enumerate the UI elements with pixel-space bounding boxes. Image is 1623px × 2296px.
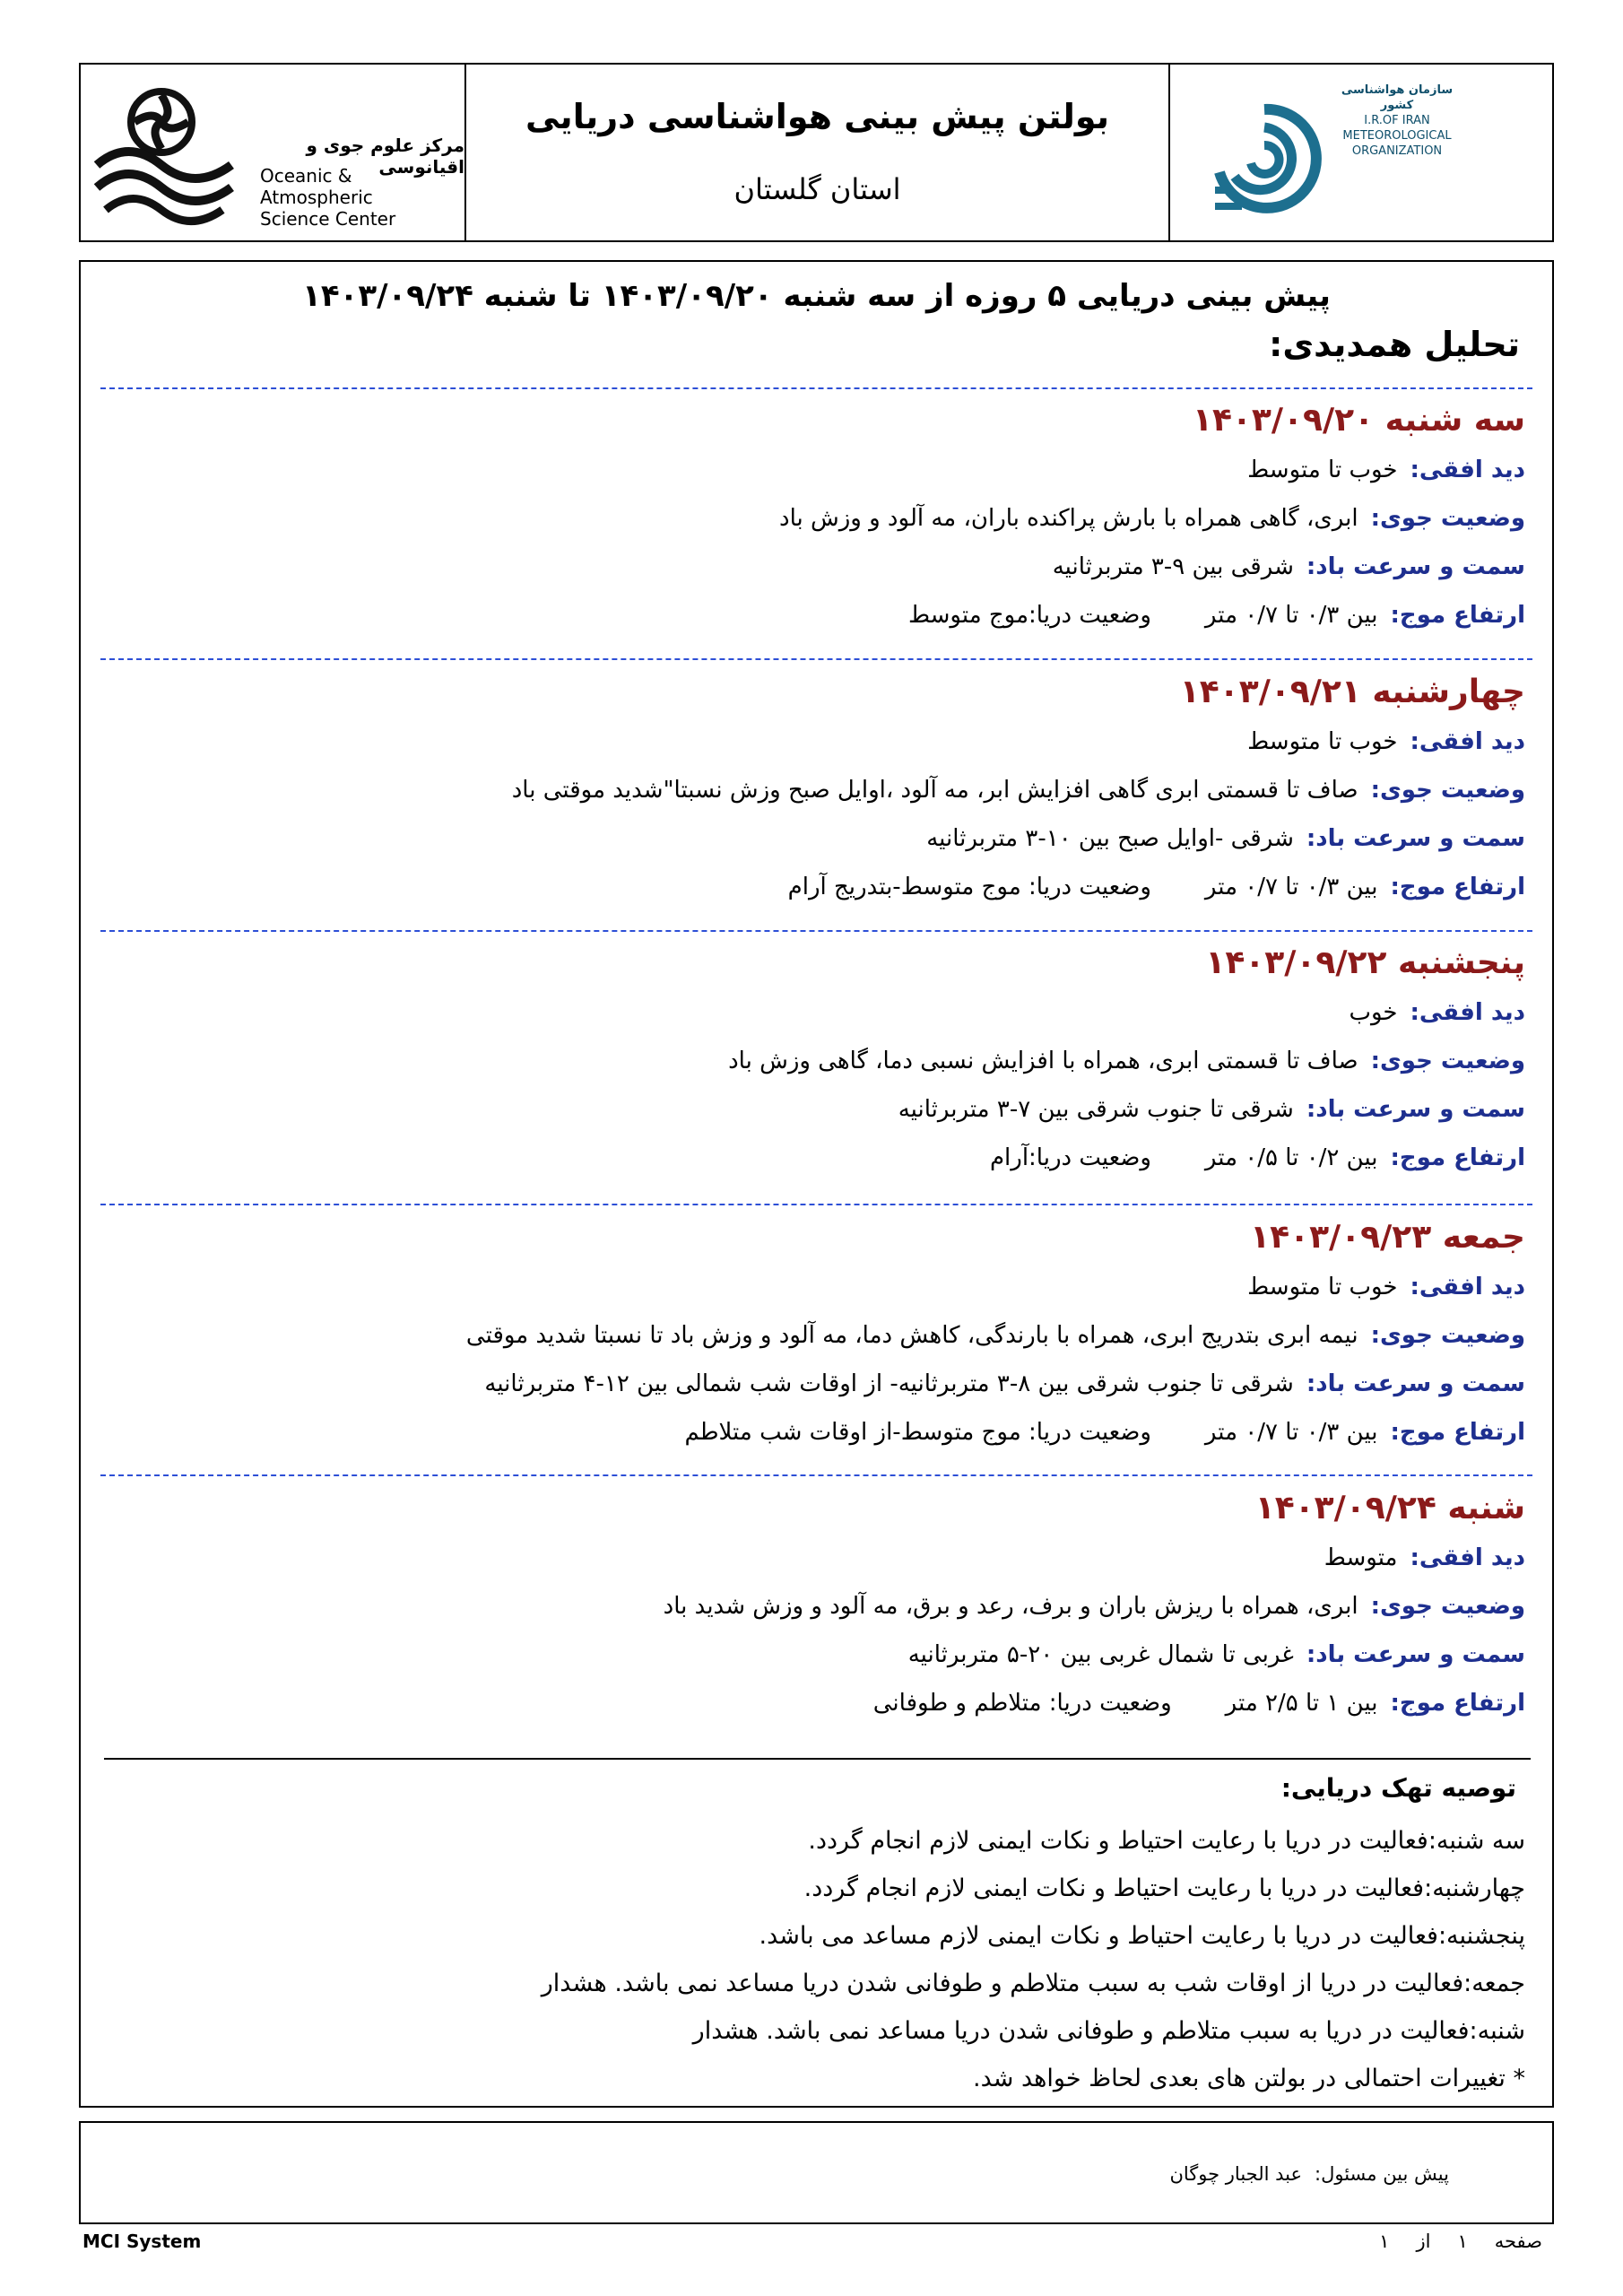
- wind-row: [108, 553, 1525, 580]
- day-title: پنجشنبه ۱۴۰۳/۰۹/۲۲: [1205, 944, 1525, 981]
- weather-label: وضعیت جوی:: [1370, 1593, 1525, 1620]
- wind-value: شرقی تا جنوب شرقی بین ۸-۳ متربرثانیه- از اوقات شب شمالی بین ۱۲-۴ متربرثانیه: [484, 1370, 1294, 1397]
- visibility-row: [108, 1274, 1525, 1300]
- imo-line3: ORGANIZATION: [1351, 144, 1443, 158]
- wave-value: بین ۱ تا ۲/۵ متر: [1225, 1690, 1378, 1717]
- bulletin-title: بولتن پیش بینی هواشناسی دریایی: [525, 97, 1109, 136]
- weather-value: نیمه ابری بتدریج ابری، همراه با بارندگی، کاهش دما، مه آلود و وزش باد تا نسبتا شدید موقتی: [465, 1322, 1358, 1349]
- forecaster-name: عبد الجبار چوگان: [1169, 2163, 1303, 2185]
- wave-row: [108, 1690, 1525, 1717]
- oasc-name-en-line2: Science Center: [260, 208, 396, 230]
- weather-label: وضعیت جوی:: [1370, 1048, 1525, 1074]
- advisory-line: جمعه:فعالیت در دریا از اوقات شب به سبب متلاطم و طوفانی شدن دریا مساعد نمی باشد. هشدار: [541, 1970, 1525, 1997]
- wave-label: ارتفاع موج:: [1390, 874, 1525, 900]
- page-total: ۱: [1379, 2231, 1390, 2252]
- header-title-cell: [466, 65, 1170, 240]
- header-box: [79, 63, 1554, 242]
- advisory-title: توصیه تهک دریایی:: [1280, 1773, 1516, 1803]
- advisory-block: [108, 1773, 1525, 2113]
- weather-row: [108, 1322, 1525, 1349]
- visibility-label: دید افقی:: [1410, 728, 1525, 755]
- imo-name-fa: سازمان هواشناسی کشور: [1341, 83, 1454, 112]
- footer-box: [79, 2121, 1554, 2224]
- weather-row: [108, 777, 1525, 804]
- wind-label: سمت و سرعت باد:: [1306, 553, 1525, 580]
- wind-label: سمت و سرعت باد:: [1306, 1096, 1525, 1123]
- wind-label: سمت و سرعت باد:: [1306, 1641, 1525, 1668]
- day-title: جمعه ۱۴۰۳/۰۹/۲۳: [1250, 1219, 1525, 1256]
- separator: [100, 1474, 1532, 1476]
- visibility-value: متوسط: [1324, 1544, 1398, 1571]
- advisory-line: چهارشنبه:فعالیت در دریا با رعایت احتیاط و نکات ایمنی لازم انجام گردد.: [803, 1874, 1525, 1902]
- wave-label: ارتفاع موج:: [1390, 1144, 1525, 1171]
- visibility-label: دید افقی:: [1410, 1544, 1525, 1571]
- wave-label: ارتفاع موج:: [1390, 602, 1525, 629]
- weather-value: ابری، گاهی همراه با بارش پراکنده باران، مه آلود و وزش باد: [779, 505, 1358, 532]
- separator: [100, 930, 1532, 932]
- wave-value: بین ۰/۳ تا ۰/۷ متر: [1204, 602, 1378, 629]
- wind-value: غربی تا شمال غربی بین ۲۰-۵ متربرثانیه: [907, 1641, 1294, 1668]
- weather-label: وضعیت جوی:: [1370, 777, 1525, 804]
- forecaster-label: پیش بین مسئول:: [1315, 2163, 1449, 2185]
- visibility-row: [108, 728, 1525, 755]
- visibility-label: دید افقی:: [1410, 1274, 1525, 1300]
- page-current: ۱: [1457, 2231, 1468, 2252]
- wind-row: [108, 1641, 1525, 1668]
- wave-value: بین ۰/۳ تا ۰/۷ متر: [1204, 1419, 1378, 1446]
- sea-state-value: وضعیت دریا: متلاطم و طوفانی: [872, 1690, 1172, 1717]
- day-block-tuesday: [108, 401, 1525, 650]
- wind-value: شرقی -اوایل صبح بین ۱۰-۳ متربرثانیه: [926, 825, 1294, 852]
- wave-value: بین ۰/۳ تا ۰/۷ متر: [1204, 874, 1378, 900]
- page-label: صفحه: [1494, 2231, 1542, 2252]
- day-block-thursday: [108, 944, 1525, 1193]
- province-name: استان گلستان: [733, 172, 901, 206]
- weather-label: وضعیت جوی:: [1370, 505, 1525, 532]
- oasc-name-fa: مرکز علوم جوی و اقیانوسی: [306, 135, 464, 178]
- wave-label: ارتفاع موج:: [1390, 1419, 1525, 1446]
- advisory-note: * تغییرات احتمالی در بولتن های بعدی لحاظ خواهد شد.: [973, 2065, 1525, 2092]
- wave-row: [108, 602, 1525, 629]
- weather-row: [108, 1048, 1525, 1074]
- weather-value: صاف تا قسمتی ابری گاهی افزایش ابر، مه آلود ،اوایل صبح وزش نسبتا"شدید موقتی باد: [511, 777, 1358, 804]
- imo-logo-text: [1330, 83, 1464, 159]
- page-of: از: [1416, 2231, 1431, 2252]
- advisory-divider: [104, 1758, 1531, 1760]
- sea-state-value: وضعیت دریا: موج متوسط-بتدریج آرام: [787, 874, 1151, 900]
- forecast-box: [79, 260, 1554, 2108]
- wind-row: [108, 825, 1525, 852]
- wind-label: سمت و سرعت باد:: [1306, 1370, 1525, 1397]
- separator: [100, 1204, 1532, 1205]
- visibility-label: دید افقی:: [1410, 999, 1525, 1026]
- wave-row: [108, 1419, 1525, 1446]
- wind-value: شرقی تا جنوب شرقی بین ۷-۳ متربرثانیه: [898, 1096, 1294, 1123]
- day-block-saturday: [108, 1489, 1525, 1738]
- sea-state-value: وضعیت دریا: موج متوسط-از اوقات شب متلاطم: [684, 1419, 1151, 1446]
- wind-row: [108, 1370, 1525, 1397]
- forecaster-line: [1157, 2163, 1449, 2185]
- system-name: MCI System: [82, 2231, 202, 2252]
- imo-line1: I.R.OF IRAN: [1364, 114, 1430, 127]
- imo-logo-cell: [1170, 65, 1552, 240]
- oasc-logo-icon: [88, 75, 240, 228]
- oasc-name-en: [260, 165, 464, 230]
- visibility-value: خوب تا متوسط: [1247, 457, 1398, 483]
- wind-row: [108, 1096, 1525, 1123]
- imo-logo-icon: [1206, 100, 1323, 235]
- day-title: چهارشنبه ۱۴۰۳/۰۹/۲۱: [1179, 674, 1525, 710]
- visibility-value: خوب تا متوسط: [1247, 1274, 1398, 1300]
- weather-row: [108, 505, 1525, 532]
- sea-state-value: وضعیت دریا:موج متوسط: [907, 602, 1151, 629]
- page-info: [1352, 2231, 1542, 2252]
- wave-row: [108, 1144, 1525, 1171]
- day-block-wednesday: [108, 673, 1525, 922]
- wave-label: ارتفاع موج:: [1390, 1690, 1525, 1717]
- visibility-value: خوب: [1349, 999, 1398, 1026]
- visibility-value: خوب تا متوسط: [1247, 728, 1398, 755]
- visibility-label: دید افقی:: [1410, 457, 1525, 483]
- wind-value: شرقی بین ۹-۳ متربرثانیه: [1052, 553, 1294, 580]
- wind-label: سمت و سرعت باد:: [1306, 825, 1525, 852]
- advisory-line: پنجشنبه:فعالیت در دریا با رعایت احتیاط و نکات ایمنی لازم مساعد می باشد.: [759, 1922, 1525, 1950]
- weather-value: صاف تا قسمتی ابری، همراه با افزایش نسبی دما، گاهی وزش باد: [728, 1048, 1358, 1074]
- weather-value: ابری، همراه با ریزش باران و برف، رعد و برق، مه آلود و وزش شدید باد: [663, 1593, 1358, 1620]
- visibility-row: [108, 999, 1525, 1026]
- advisory-line: سه شنبه:فعالیت در دریا با رعایت احتیاط و نکات ایمنی لازم انجام گردد.: [808, 1827, 1525, 1855]
- oasc-logo-cell: [81, 65, 466, 240]
- forecast-title: پیش بینی دریایی ۵ روزه از سه شنبه ۱۴۰۳/۰۹/۲۰ تا شنبه ۱۴۰۳/۰۹/۲۴: [302, 278, 1331, 314]
- day-title: شنبه ۱۴۰۳/۰۹/۲۴: [1254, 1490, 1525, 1526]
- visibility-row: [108, 457, 1525, 483]
- oasc-name-en-line1: Oceanic & Atmospheric: [260, 165, 373, 208]
- day-title: سه شنبه ۱۴۰۳/۰۹/۲۰: [1192, 402, 1525, 439]
- wave-row: [108, 874, 1525, 900]
- imo-line2: METEOROLOGICAL: [1342, 129, 1452, 143]
- visibility-row: [108, 1544, 1525, 1571]
- weather-label: وضعیت جوی:: [1370, 1322, 1525, 1349]
- separator: [100, 658, 1532, 660]
- weather-row: [108, 1593, 1525, 1620]
- day-block-friday: [108, 1218, 1525, 1467]
- sea-state-value: وضعیت دریا:آرام: [989, 1144, 1151, 1171]
- synoptic-heading: تحلیل همدیدی:: [1269, 325, 1520, 364]
- wave-value: بین ۰/۲ تا ۰/۵ متر: [1204, 1144, 1378, 1171]
- advisory-line: شنبه:فعالیت در دریا به سبب متلاطم و طوفانی شدن دریا مساعد نمی باشد. هشدار: [692, 2017, 1525, 2045]
- separator: [100, 387, 1532, 389]
